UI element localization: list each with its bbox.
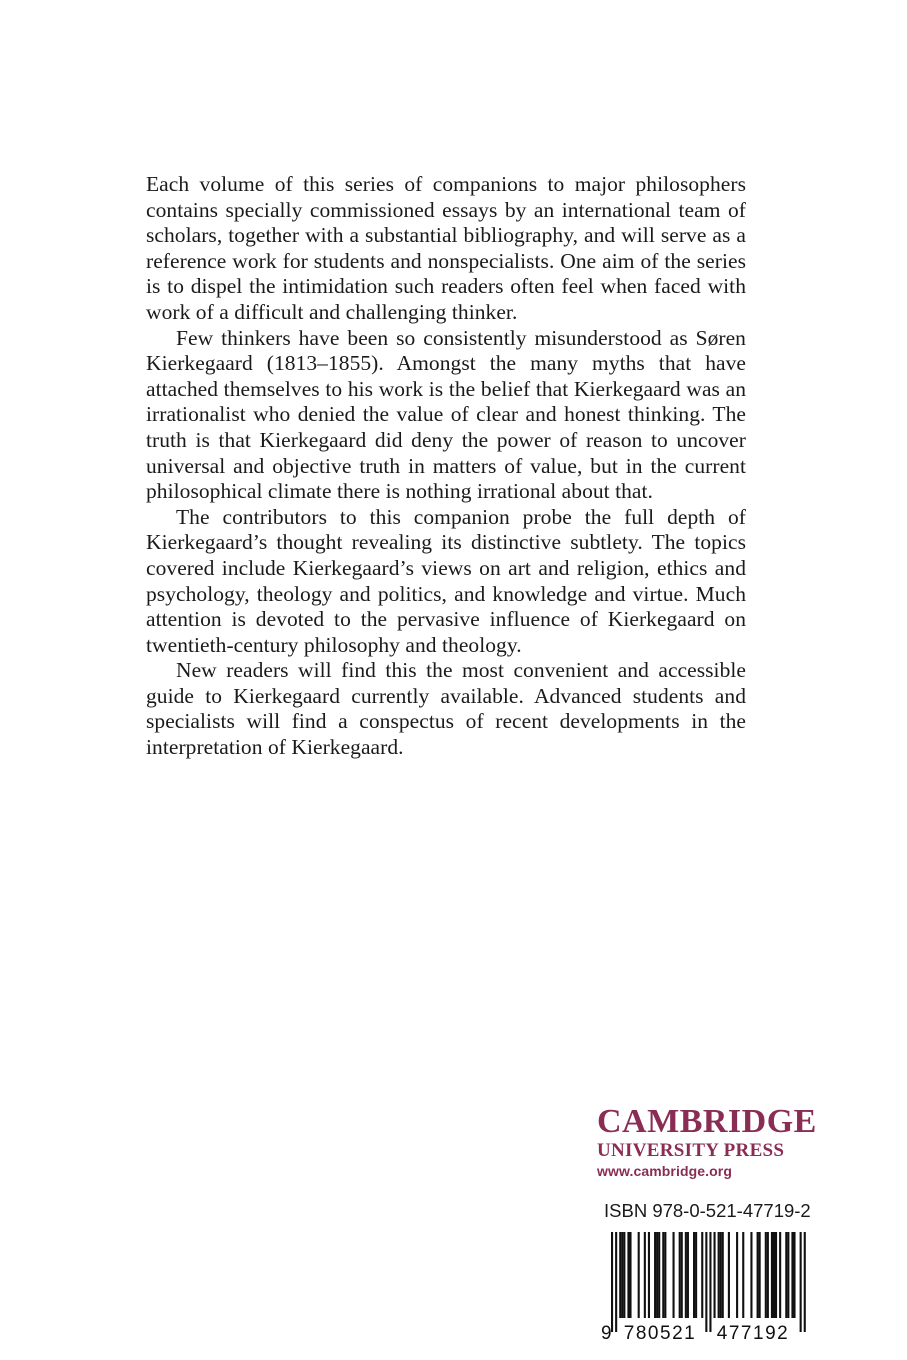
barcode-bar: [681, 1232, 683, 1318]
barcode-graphic: [600, 1232, 814, 1342]
barcode-bar: [742, 1232, 744, 1318]
barcode-bar: [728, 1232, 730, 1318]
barcode-lead-digit: 9: [601, 1323, 612, 1342]
blurb-paragraph: Each volume of this series of companions to major philosophers contains specially commissioned essays by an international team of scholars, together with a substantial bibliography, and will serve as a reference work for students and nonspecialists. One aim of the series is to dispel the intimidation such readers often feel when faced with work of a difficult and challenging thinker.: [146, 172, 746, 324]
barcode-bar: [701, 1232, 703, 1318]
barcode-guard-bar: [611, 1232, 613, 1332]
back-cover-blurb: [146, 172, 746, 761]
barcode-bar: [644, 1232, 646, 1318]
barcode-bar: [662, 1232, 664, 1318]
barcode-bar: [791, 1232, 793, 1318]
blurb-paragraph: Few thinkers have been so consistently misunderstood as Søren Kierkegaard (1813–1855). Amongst the many myths that have attached themselves to his work is the belief that Kierkegaard was an irrationalist who denied the value of clear and honest thinking. The truth is that Kierkegaard did deny the power of reason to uncover universal and objective truth in matters of value, but in the current philosophical climate there is nothing irrational about that.: [146, 325, 746, 504]
barcode-bar: [714, 1232, 716, 1318]
barcode-bar: [619, 1232, 621, 1318]
barcode-bar: [787, 1232, 789, 1318]
publisher-url: www.cambridge.org: [597, 1163, 732, 1179]
barcode-guard-bar: [709, 1232, 711, 1332]
barcode-bar: [693, 1232, 695, 1318]
barcode-guard-bar: [804, 1232, 806, 1332]
barcode-bar: [718, 1232, 720, 1318]
barcode-bar: [679, 1232, 681, 1318]
barcode-bar: [767, 1232, 769, 1318]
blurb-paragraph: The contributors to this companion probe the full depth of Kierkegaard’s thought revealing its distinctive subtlety. The topics covered include Kierkegaard’s views on art and religion, ethics and psychology, theology and politics, and knowledge and virtue. Much attention is devoted to the pervasive influence of Kierkegaard on twentieth-century philosophy and theology.: [146, 504, 746, 657]
barcode-bar: [722, 1232, 724, 1318]
barcode-bar: [627, 1232, 629, 1318]
barcode-bar: [779, 1232, 781, 1318]
blurb-paragraph: New readers will find this the most convenient and accessible guide to Kierkegaard currently available. Advanced students and specialists will find a conspectus of recent developments in the interpretation of Kierkegaard.: [146, 658, 746, 760]
publisher-name: CAMBRIDGE: [597, 1103, 817, 1140]
barcode: [600, 1232, 814, 1342]
barcode-bar: [757, 1232, 759, 1318]
barcode-guard-bar: [705, 1232, 707, 1332]
publisher-logo: [597, 1104, 827, 1180]
barcode-bar: [750, 1232, 752, 1318]
barcode-bar: [773, 1232, 775, 1318]
barcode-right-digits: 477192: [716, 1323, 790, 1342]
barcode-guard-bar: [615, 1232, 617, 1332]
isbn-label: ISBN 978-0-521-47719-2: [604, 1200, 811, 1221]
barcode-bar: [695, 1232, 697, 1318]
publisher-subtitle: UNIVERSITY PRESS: [597, 1140, 785, 1161]
barcode-guard-bar: [800, 1232, 802, 1332]
barcode-bar: [785, 1232, 787, 1318]
barcode-bar: [658, 1232, 660, 1318]
barcode-left-digits: 780521: [623, 1323, 697, 1342]
barcode-bar: [765, 1232, 767, 1318]
barcode-bar: [685, 1232, 687, 1318]
barcode-bar: [621, 1232, 623, 1318]
barcode-bar: [771, 1232, 773, 1318]
barcode-bar: [638, 1232, 640, 1318]
barcode-bar: [687, 1232, 689, 1318]
barcode-bar: [664, 1232, 666, 1318]
barcode-bar: [775, 1232, 777, 1318]
barcode-bar: [793, 1232, 795, 1318]
barcode-bar: [623, 1232, 625, 1318]
barcode-bar: [736, 1232, 738, 1318]
barcode-bar: [629, 1232, 631, 1318]
barcode-bar: [648, 1232, 650, 1318]
barcode-bar: [654, 1232, 656, 1318]
barcode-bar: [656, 1232, 658, 1318]
barcode-bar: [673, 1232, 675, 1318]
barcode-bar: [720, 1232, 722, 1318]
barcode-bar: [759, 1232, 761, 1318]
